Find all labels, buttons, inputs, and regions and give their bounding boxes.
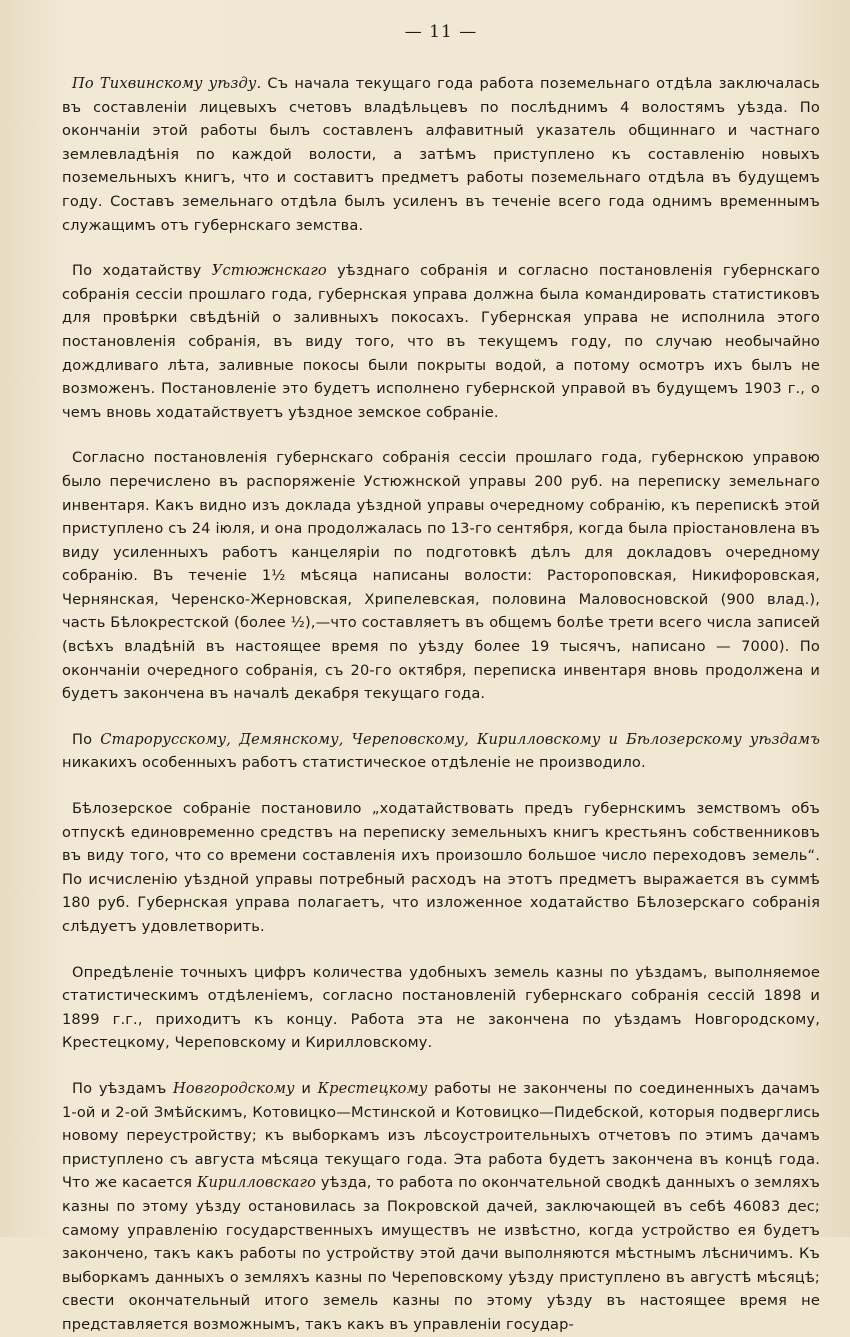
paragraph-inventory-copy bbox=[62, 446, 820, 706]
page-number: — 11 — bbox=[404, 22, 478, 42]
paragraph-lead: Устюжнскаго bbox=[211, 262, 327, 280]
paragraph-text: уѣзда, то работа по окончательной сводкѣ данныхъ о земляхъ казны по этому уѣзду остановилась за Покровской дачей, заключающей въ себѣ 46083 дес; самому управленію государственныхъ имуществъ не извѣстно, когда устройство ея будетъ закончено, такъ какъ работы по устройству этой дачи выполняются мѣстнымъ лѣсничимъ. Къ выборкамъ данныхъ о земляхъ казны по Череповскому уѣзду приступлено въ августѣ мѣсяцѣ; свести окончательный итого земель казны по этому уѣзду въ настоящее время не представляется возможнымъ, такъ какъ въ управленіи государ- bbox=[62, 1174, 820, 1333]
paragraph-treasury-lands bbox=[62, 961, 820, 1055]
paragraph-text: Бѣлозерское собраніе постановило „ходатайствовать предъ губернскимъ земствомъ объ отпускѣ единовременно средствъ на переписку земельныхъ книгъ крестьянъ собственниковъ въ виду того, что со времени составленія ихъ произошло большое число переходовъ земель“. По исчисленію уѣздной управы потребный расходъ на этотъ предметъ выражается въ суммѣ 180 руб. Губернская управа полагаетъ, что изложенное ходатайство Бѣлозерскаго собранія слѣдуетъ удовлетворить. bbox=[62, 800, 820, 935]
paragraph-prefix: По ходатайству bbox=[72, 262, 212, 280]
paragraph-text: никакихъ особенныхъ работъ статистическое отдѣленіе не производило. bbox=[62, 754, 646, 772]
paragraph-tikhvin bbox=[62, 72, 820, 237]
paragraph-lead: Крестецкому bbox=[317, 1079, 428, 1097]
paragraph-text: уѣзднаго собранія и согласно постановленія губернскаго собранія сессіи прошлаго года, губернская управа должна была командировать статистиковъ для провѣрки свѣдѣній о заливныхъ покосахъ. Губернская управа не исполнила этого постановленія собранія, въ виду того, что въ текущемъ году, по случаю необычайно дождливаго лѣта, заливные покосы были покрыты водой, а потому осмотръ ихъ былъ не возможенъ. Постановленіе это будетъ исполнено губернской управой въ будущемъ 1903 г., о чемъ вновь ходатайствуетъ уѣздное земское собраніе. bbox=[62, 262, 820, 421]
paragraph-prefix: По уѣздамъ bbox=[72, 1079, 174, 1097]
paragraph-prefix: По bbox=[72, 730, 101, 748]
paragraph-text: Согласно постановленія губернскаго собранія сессіи прошлаго года, губернскою управою было перечислено въ распоряженіе Устюжнской управы 200 руб. на переписку земельнаго инвентаря. Какъ видно изъ доклада уѣздной управы очередному собранію, къ перепискѣ этой приступлено съ 24 іюля, и она продолжалась по 13-го сентября, когда была пріостановлена въ виду усиленныхъ работъ канцеляріи по подготовкѣ дѣлъ для докладовъ очередному собранію. Въ теченіе 1½ мѣсяца написаны волости: Растороповская, Никифоровская, Чернянская, Черенско-Жерновская, Хрипелевская, половина Маловосновской (900 влад.), часть Бѣлокрестской (более ½),—что составляетъ въ общемъ болѣе трети всего числа записей (всѣхъ владѣній въ настоящее время по уѣзду более 19 тысячъ, написано — 7000). По окончаніи очередного собранія, съ 20-го октября, переписка инвентаря вновь продолжена и будетъ закончена въ началѣ декабря текущаго года. bbox=[62, 449, 820, 703]
paragraph-text: Опредѣленіе точныхъ цифръ количества удобныхъ земель казны по уѣздамъ, выполняемое статистическимъ отдѣленіемъ, согласно постановленій губернскаго собранія сессій 1898 и 1899 г.г., приходитъ къ концу. Работа эта не закончена по уѣздамъ Новгородскому, Крестецкому, Череповскому и Кирилловскому. bbox=[62, 963, 820, 1052]
paragraph-lead: Старорусскому, Демянскому, Череповскому, Кирилловскому и Бѣлозерскому уѣздамъ bbox=[100, 730, 820, 748]
paragraph-novgorod-krestsy bbox=[62, 1077, 820, 1337]
paragraph-lead: По Тихвинскому уѣзду. bbox=[72, 75, 262, 92]
paragraph-text: Съ начала текущаго года работа поземельнаго отдѣла заключалась въ составленіи лицевыхъ счетовъ владѣльцевъ по послѣднимъ 4 волостямъ уѣзда. По окончаніи этой работы былъ составленъ алфавитный указатель общиннаго и частнаго землевладѣнія по каждой волости, а затѣмъ приступлено къ составленію новыхъ поземельныхъ книгъ, что и составитъ предметъ работы поземельнаго отдѣла въ будущемъ году. Составъ земельнаго отдѣла былъ усиленъ въ теченіе всего года однимъ временнымъ служащимъ отъ губернскаго земства. bbox=[62, 75, 820, 234]
paragraph-other-districts bbox=[62, 728, 820, 775]
paragraph-belozersk-petition bbox=[62, 797, 820, 939]
paragraph-lead: Кирилловскаго bbox=[197, 1174, 316, 1192]
paragraph-connector: и bbox=[294, 1079, 318, 1097]
paragraph-ustyuzhna-survey bbox=[62, 259, 820, 424]
paragraph-text: работы не закончены по соединенныхъ дачамъ 1-ой и 2-ой Змѣйскимъ, Котовицко—Мстинской и Котовицко—Пидебской, которыя подверглись новому переустройству; къ выборкамъ изъ лѣсоустроительныхъ отчетовъ по этимъ дачамъ приступлено съ августа мѣсяца текущаго года. Эта работа будетъ закончена въ концѣ года. Что же касается bbox=[62, 1079, 820, 1192]
paragraph-lead: Новгородскому bbox=[173, 1079, 295, 1097]
